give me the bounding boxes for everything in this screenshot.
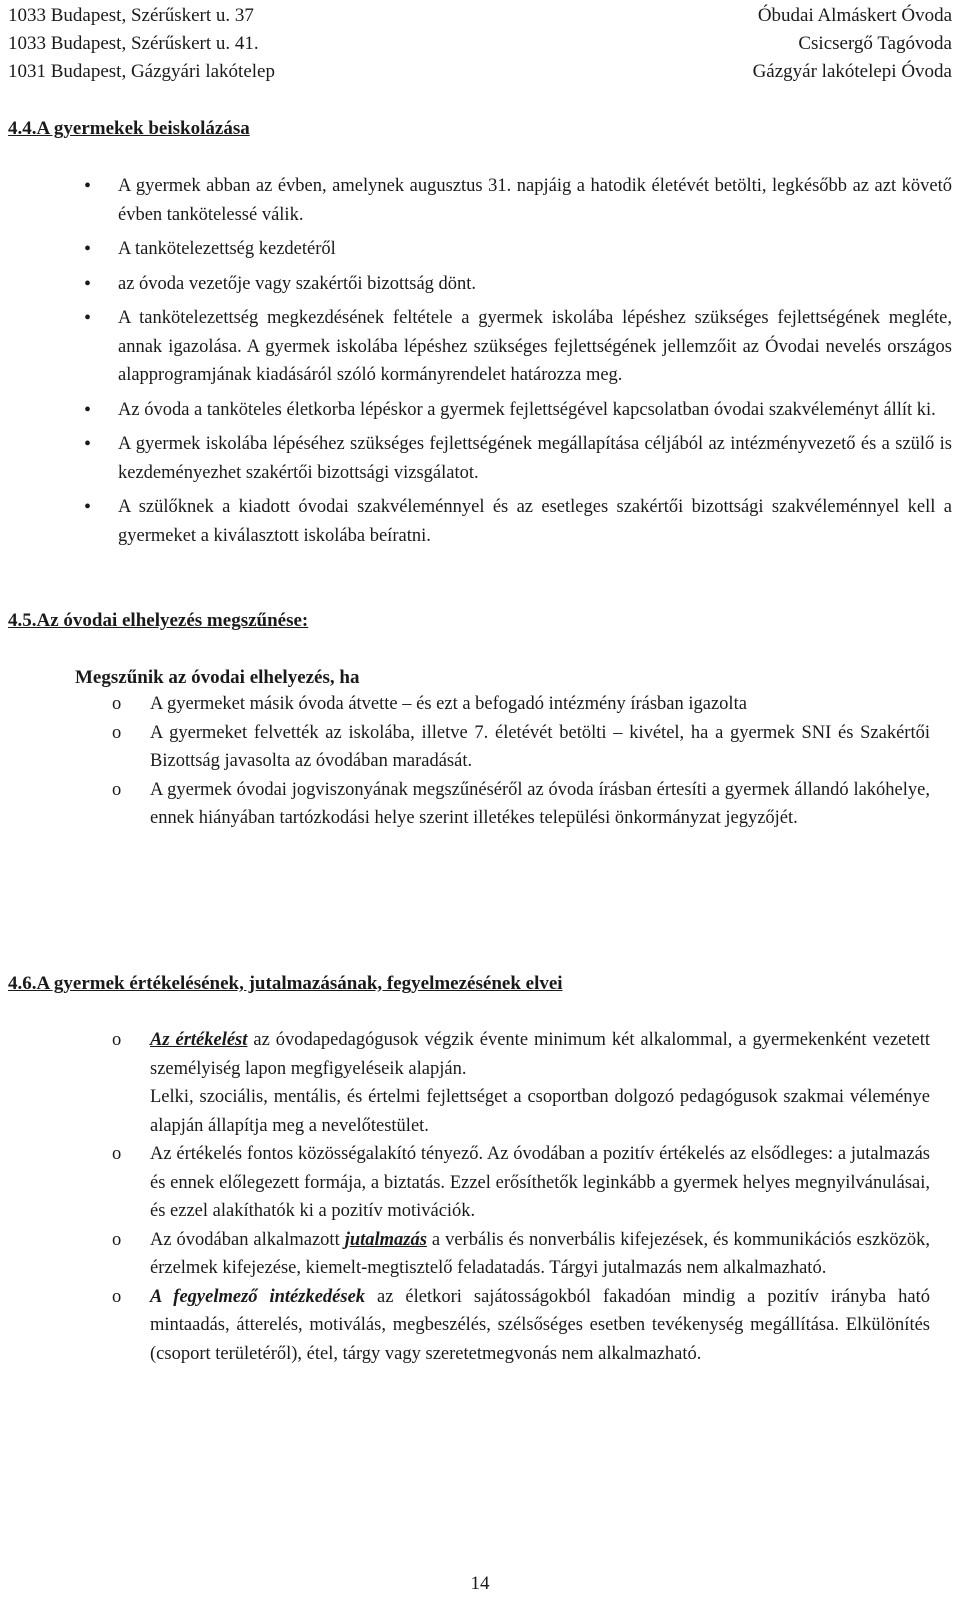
- list-item: [112, 776, 930, 833]
- list-item: • Az óvoda a tanköteles életkorba lépéskor a gyermek fejlettségével kapcsolatban óvodai szakvéleményt állít ki.: [118, 396, 952, 425]
- subsection-intro: Megszűnik az óvodai elhelyezés, ha: [75, 667, 360, 688]
- list-item-text: A gyermeket másik óvoda átvette – és ezt a befogadó intézmény írásban igazolta: [150, 694, 747, 714]
- termination-list: [112, 690, 930, 833]
- list-item: • az óvoda vezetője vagy szakértői bizottság dönt.: [118, 270, 952, 299]
- list-item: [112, 690, 930, 719]
- list-item-text: A gyermek óvodai jogviszonyának megszűnéséről az óvoda írásban értesíti a gyermek állandó lakóhelye, ennek hiányában tartózkodási helye szerint illetékes települési önkormányzat jegyzőjét.: [150, 779, 930, 828]
- letterhead-row: [8, 30, 952, 58]
- section-heading-4-5: 4.5.Az óvodai elhelyezés megszűnése:: [8, 610, 309, 631]
- emphasis-text: Az értékelést: [150, 1030, 248, 1050]
- emphasis-text: jutalmazás: [344, 1229, 427, 1250]
- list-item-text: az óvodapedagógusok végzik évente minimum két alkalommal, a gyermekenként vezetett személyiség lapon megfigyeléseik alapján.: [150, 1030, 930, 1079]
- list-item: [112, 1026, 930, 1140]
- letterhead-institution: Csicsergő Tagóvoda: [798, 33, 952, 54]
- emphasis-text: A fegyelmező intézkedések: [150, 1286, 366, 1307]
- list-item-text: az életkori sajátosságokból fakadóan mindig a pozitív irányba ható mintaadás, átterelés, motiválás, megbeszélés, szélsőséges esetben tevékenység megállítása. Elkülönítés (csoport területéről), étel, tárgy vagy szeretetmegvonás nem alkalmazható.: [150, 1286, 930, 1364]
- letterhead-institution: Gázgyár lakótelepi Óvoda: [752, 61, 952, 82]
- list-item: [112, 1226, 930, 1283]
- list-item: [112, 1140, 930, 1226]
- letterhead-institution: Óbudai Almáskert Óvoda: [757, 5, 952, 26]
- evaluation-list: [112, 1026, 930, 1368]
- letterhead-row: [8, 58, 952, 86]
- section-heading-4-4: 4.4.A gyermekek beiskolázása: [8, 118, 250, 139]
- list-marker: o: [112, 779, 122, 800]
- list-marker: o: [112, 1030, 122, 1050]
- list-item-text: Az óvodában alkalmazott: [150, 1229, 345, 1250]
- page-number: 14: [470, 1573, 490, 1594]
- list-item: • A tankötelezettség megkezdésének feltétele a gyermek iskolába lépéshez szükséges fejlettségének megléte, annak igazolása. A gyermek iskolába lépéshez szükséges fejlettségének jellemzőit az Óvodai nevelés országos alapprogramjának kiadásáról szóló kormányrendelet határozza meg.: [118, 304, 952, 390]
- list-marker: o: [112, 722, 122, 743]
- list-item-text: Az értékelés fontos közösségalakító tényező. Az óvodában a pozitív értékelés az elsődleges: a jutalmazás és ennek előlegezett formája, a biztatás. Ezzel erősíthetők leginkább a gyermek helyes megnyilvánulásai, és ezzel alakíthatók ki a pozitív motivációk.: [150, 1144, 930, 1221]
- letterhead-address: 1033 Budapest, Szérűskert u. 41.: [8, 33, 259, 54]
- letterhead: [8, 2, 952, 86]
- letterhead-row: [8, 2, 952, 30]
- letterhead-address: 1031 Budapest, Gázgyári lakótelep: [8, 61, 275, 82]
- list-item: [112, 719, 930, 776]
- letterhead-address: 1033 Budapest, Szérűskert u. 37: [8, 5, 254, 26]
- list-item: • A gyermek abban az évben, amelynek augusztus 31. napjáig a hatodik életévét betölti, legkésőbb az azt követő évben tankötelessé válik.: [118, 172, 952, 229]
- list-marker: o: [112, 694, 122, 714]
- list-item: • A gyermek iskolába lépéséhez szükséges fejlettségének megállapítása céljából az intézményvezető és a szülő is kezdeményezhet szakértői bizottsági vizsgálatot.: [118, 430, 952, 487]
- list-item: • A tankötelezettség kezdetéről: [118, 235, 952, 264]
- list-item-text: A gyermeket felvették az iskolába, illetve 7. életévét betölti – kivétel, ha a gyermek SNI és Szakértői Bizottság javasolta az óvodában maradását.: [150, 722, 930, 771]
- section-heading-4-6: 4.6.A gyermek értékelésének, jutalmazásának, fegyelmezésének elvei: [8, 973, 563, 994]
- list-item-text: a verbális és nonverbális kifejezések, és kommunikációs eszközök, érzelmek kifejezése, kiemelt-megtisztelő feladatadás. Tárgyi jutalmazás nem alkalmazható.: [150, 1229, 930, 1278]
- bullet-list-schooling: [118, 172, 952, 556]
- list-marker: o: [112, 1144, 122, 1164]
- list-item: • A szülőknek a kiadott óvodai szakvéleménnyel és az esetleges szakértői bizottsági szakvéleménnyel kell a gyermeket a kiválasztott iskolába beíratni.: [118, 493, 952, 550]
- list-marker: o: [112, 1229, 122, 1250]
- list-item-note: Lelki, szociális, mentális, és értelmi fejlettséget a csoportban dolgozó pedagógusok szakmai véleménye alapján állapítja meg a nevelőtestület.: [150, 1087, 930, 1136]
- list-item: [112, 1283, 930, 1369]
- list-marker: o: [112, 1286, 122, 1307]
